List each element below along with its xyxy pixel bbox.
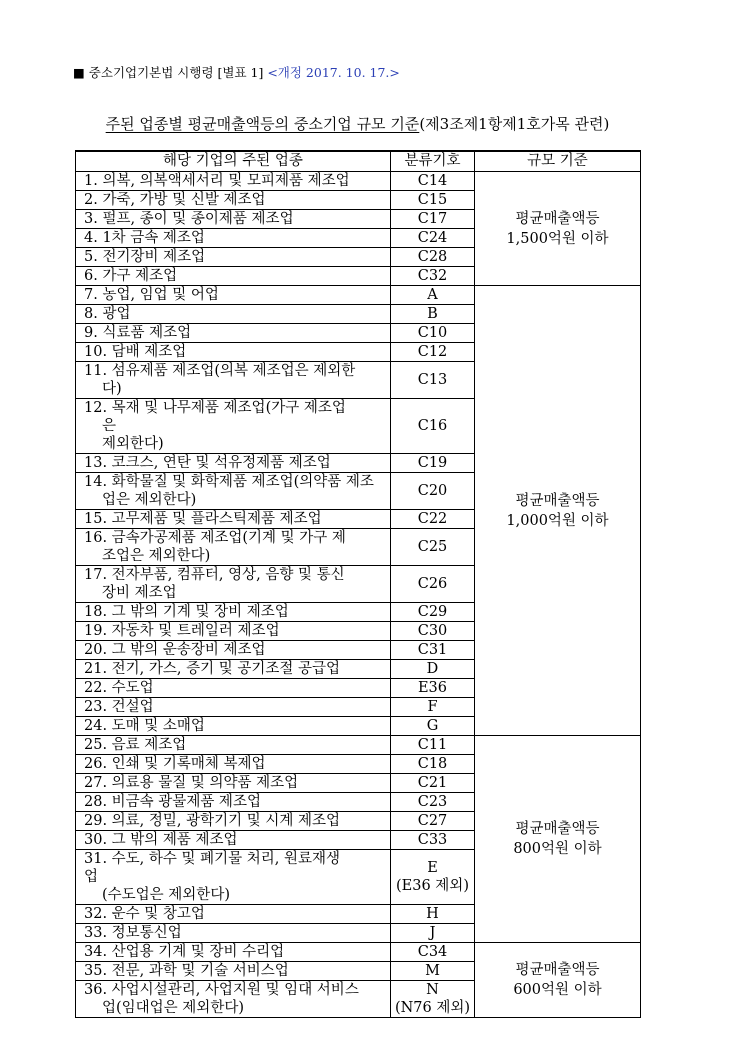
size-standard-cell: [475, 172, 641, 286]
size-standard-line: 평균매출액등: [515, 492, 600, 509]
classification-code-line: C23: [417, 794, 448, 810]
classification-code-line: C25: [417, 539, 448, 555]
industry-line: 장비 제조업: [102, 585, 177, 601]
industry-line: 23. 건설업: [84, 699, 154, 715]
classification-code-line: C22: [417, 511, 448, 527]
classification-code-line: C24: [417, 230, 448, 246]
title-reference: (제3조제1항제1호가목 관련): [419, 115, 610, 133]
classification-code-cell: [391, 812, 475, 831]
industry-cell: [76, 454, 391, 473]
industry-cell: [76, 924, 391, 943]
industry-line: 22. 수도업: [84, 680, 154, 696]
classification-code-cell: [391, 191, 475, 210]
industry-line: 12. 목재 및 나무제품 제조업(가구 제조업: [84, 400, 346, 416]
size-standard-line: 1,500억원 이하: [506, 230, 609, 247]
classification-code-cell: [391, 399, 475, 454]
industry-line: 17. 전자부품, 컴퓨터, 영상, 음향 및 통신: [84, 567, 345, 583]
classification-code-cell: [391, 943, 475, 962]
classification-code-cell: [391, 736, 475, 755]
industry-cell: [76, 343, 391, 362]
industry-cell: [76, 755, 391, 774]
size-standard-line: 800억원 이하: [513, 841, 602, 857]
classification-code-line: C28: [417, 249, 448, 265]
classification-code-cell: [391, 454, 475, 473]
classification-code-line: C20: [417, 483, 448, 499]
industry-line: 7. 농업, 임업 및 어업: [84, 287, 219, 303]
classification-code-line: (N76 제외): [394, 1000, 471, 1016]
table-header-row: [76, 151, 641, 172]
classification-code-line: C21: [417, 775, 448, 791]
industry-line: 27. 의료용 물질 및 의약품 제조업: [84, 775, 299, 791]
classification-code-line: C29: [417, 604, 448, 620]
classification-code-cell: [391, 529, 475, 566]
law-name: 중소기업기본법 시행령 [별표 1]: [88, 65, 264, 80]
table-row: [76, 736, 641, 755]
classification-code-line: E36: [417, 680, 448, 696]
industry-line: 8. 광업: [84, 306, 131, 322]
classification-code-line: C17: [417, 211, 448, 227]
classification-code-line: A: [427, 287, 438, 303]
industry-line: 다): [102, 381, 122, 397]
industry-cell: [76, 510, 391, 529]
industry-line: 업: [84, 869, 99, 885]
classification-code-cell: [391, 267, 475, 286]
classification-code-line: F: [427, 699, 438, 715]
industry-cell: [76, 679, 391, 698]
classification-code-cell: [391, 324, 475, 343]
classification-code-line: E: [427, 860, 438, 876]
industry-line: 11. 섬유제품 제조업(의복 제조업은 제외한: [84, 363, 356, 379]
industry-line: 2. 가죽, 가방 및 신발 제조업: [84, 192, 266, 208]
classification-code-cell: [391, 362, 475, 399]
industry-line: 35. 전문, 과학 및 기술 서비스업: [84, 963, 289, 979]
industry-line: 10. 담배 제조업: [84, 344, 187, 360]
classification-code-cell: [391, 622, 475, 641]
industry-line: 4. 1차 금속 제조업: [84, 230, 205, 246]
column-header-code: 분류기호: [391, 151, 475, 172]
table-row: [76, 286, 641, 305]
industry-line: 조업은 제외한다): [102, 548, 211, 564]
classification-code-cell: [391, 831, 475, 850]
size-standard-line: 평균매출액등: [515, 962, 600, 978]
industry-line: 31. 수도, 하수 및 폐기물 처리, 원료재생: [84, 851, 341, 867]
classification-code-cell: [391, 698, 475, 717]
industry-cell: [76, 286, 391, 305]
industry-line: 18. 그 밖의 기계 및 장비 제조업: [84, 604, 289, 620]
classification-code-line: C11: [417, 737, 448, 753]
industry-line: 30. 그 밖의 제품 제조업: [84, 832, 238, 848]
industry-cell: [76, 172, 391, 191]
classification-code-cell: [391, 286, 475, 305]
size-standard-line: 평균매출액등: [515, 821, 600, 837]
classification-code-cell: [391, 305, 475, 324]
industry-line: 24. 도매 및 소매업: [84, 718, 205, 734]
classification-code-line: C14: [417, 173, 448, 189]
industry-line: 은: [102, 418, 117, 434]
industry-line: 16. 금속가공제품 제조업(기계 및 가구 제: [84, 530, 346, 546]
classification-code-line: G: [426, 718, 439, 734]
classification-code-cell: [391, 229, 475, 248]
industry-cell: [76, 566, 391, 603]
industry-cell: [76, 812, 391, 831]
classification-code-line: H: [426, 906, 439, 922]
industry-cell: [76, 399, 391, 454]
classification-code-line: C32: [417, 268, 448, 284]
law-header: [73, 64, 400, 82]
classification-code-line: C15: [417, 192, 448, 208]
size-standard-cell: [475, 736, 641, 943]
classification-code-line: D: [426, 661, 439, 677]
industry-line: 6. 가구 제조업: [84, 268, 178, 284]
classification-code-line: C33: [417, 832, 448, 848]
classification-code-cell: [391, 924, 475, 943]
classification-code-line: C34: [417, 944, 448, 960]
industry-cell: [76, 473, 391, 510]
industry-line: 32. 운수 및 창고업: [84, 906, 205, 922]
classification-code-line: C30: [417, 623, 448, 639]
classification-code-cell: [391, 679, 475, 698]
classification-code-line: C27: [417, 813, 448, 829]
column-header-industry: 해당 기업의 주된 업종: [76, 151, 391, 172]
industry-line: 29. 의료, 정밀, 광학기기 및 시계 제조업: [84, 813, 341, 829]
industry-line: 36. 사업시설관리, 사업지원 및 임대 서비스: [84, 982, 359, 998]
classification-code-line: C16: [417, 418, 448, 434]
industry-line: 제외한다): [102, 436, 164, 452]
classification-code-cell: [391, 981, 475, 1018]
industry-line: 14. 화학물질 및 화학제품 제조업(의약품 제조: [84, 474, 374, 490]
industry-cell: [76, 324, 391, 343]
industry-line: 28. 비금속 광물제품 제조업: [84, 794, 261, 810]
document-title: [75, 113, 640, 135]
classification-code-cell: [391, 248, 475, 267]
industry-cell: [76, 831, 391, 850]
classification-code-cell: [391, 905, 475, 924]
industry-cell: [76, 943, 391, 962]
classification-code-cell: [391, 510, 475, 529]
industry-cell: [76, 905, 391, 924]
classification-code-cell: [391, 793, 475, 812]
industry-cell: [76, 981, 391, 1018]
industry-cell: [76, 736, 391, 755]
industry-cell: [76, 850, 391, 905]
title-main: 주된 업종별 평균매출액등의 중소기업 규모 기준: [105, 115, 420, 133]
industry-cell: [76, 210, 391, 229]
size-standard-cell: [475, 943, 641, 1018]
industry-cell: [76, 603, 391, 622]
industry-line: 33. 정보통신업: [84, 925, 182, 941]
industry-cell: [76, 774, 391, 793]
size-standard-table: [75, 150, 641, 1018]
amendment-note: <개정 2017. 10. 17.>: [267, 65, 400, 80]
classification-code-cell: [391, 172, 475, 191]
industry-cell: [76, 641, 391, 660]
size-standard-line: 평균매출액등: [515, 210, 600, 227]
industry-cell: [76, 622, 391, 641]
classification-code-cell: [391, 774, 475, 793]
classification-code-line: C13: [417, 372, 448, 388]
industry-cell: [76, 793, 391, 812]
table-head: [76, 151, 641, 172]
industry-cell: [76, 717, 391, 736]
industry-cell: [76, 248, 391, 267]
industry-line: 3. 펄프, 종이 및 종이제품 제조업: [84, 211, 294, 227]
classification-code-cell: [391, 603, 475, 622]
square-bullet-icon: ■: [73, 65, 85, 80]
industry-cell: [76, 698, 391, 717]
industry-cell: [76, 962, 391, 981]
industry-line: 20. 그 밖의 운송장비 제조업: [84, 642, 266, 658]
table-body: [76, 172, 641, 1018]
industry-line: 업은 제외한다): [102, 492, 197, 508]
classification-code-line: C18: [417, 756, 448, 772]
industry-cell: [76, 191, 391, 210]
classification-code-line: M: [425, 963, 440, 979]
industry-line: 26. 인쇄 및 기록매체 복제업: [84, 756, 266, 772]
table-row: [76, 172, 641, 191]
classification-code-cell: [391, 210, 475, 229]
column-header-size: 규모 기준: [475, 151, 641, 172]
classification-code-cell: [391, 755, 475, 774]
size-standard-line: 600억원 이하: [513, 982, 602, 998]
industry-line: 1. 의복, 의복액세서리 및 모피제품 제조업: [84, 173, 350, 189]
classification-code-cell: [391, 473, 475, 510]
industry-cell: [76, 305, 391, 324]
classification-code-line: C10: [417, 325, 448, 341]
classification-code-line: C12: [417, 344, 448, 360]
industry-cell: [76, 267, 391, 286]
industry-line: 업(임대업은 제외한다): [102, 1000, 244, 1016]
classification-code-cell: [391, 962, 475, 981]
classification-code-line: C26: [417, 576, 448, 592]
industry-line: 25. 음료 제조업: [84, 737, 187, 753]
industry-line: 21. 전기, 가스, 증기 및 공기조절 공급업: [84, 661, 341, 677]
industry-line: (수도업은 제외한다): [102, 887, 230, 903]
classification-code-cell: [391, 717, 475, 736]
size-standard-cell: [475, 286, 641, 736]
classification-code-line: N: [426, 982, 439, 998]
classification-code-cell: [391, 850, 475, 905]
classification-code-cell: [391, 566, 475, 603]
industry-line: 15. 고무제품 및 플라스틱제품 제조업: [84, 511, 322, 527]
classification-code-cell: [391, 641, 475, 660]
classification-code-line: C19: [417, 455, 448, 471]
industry-cell: [76, 362, 391, 399]
classification-code-line: J: [429, 925, 436, 941]
classification-code-cell: [391, 343, 475, 362]
industry-line: 34. 산업용 기계 및 장비 수리업: [84, 944, 285, 960]
classification-code-cell: [391, 660, 475, 679]
size-standard-line: 1,000억원 이하: [506, 512, 609, 529]
industry-line: 5. 전기장비 제조업: [84, 249, 206, 265]
industry-line: 19. 자동차 및 트레일러 제조업: [84, 623, 280, 639]
industry-line: 13. 코크스, 연탄 및 석유정제품 제조업: [84, 455, 331, 471]
industry-cell: [76, 529, 391, 566]
industry-cell: [76, 660, 391, 679]
industry-cell: [76, 229, 391, 248]
industry-line: 9. 식료품 제조업: [84, 325, 192, 341]
classification-code-line: B: [427, 306, 438, 322]
classification-code-line: (E36 제외): [396, 878, 469, 894]
table-row: [76, 943, 641, 962]
classification-code-line: C31: [417, 642, 448, 658]
